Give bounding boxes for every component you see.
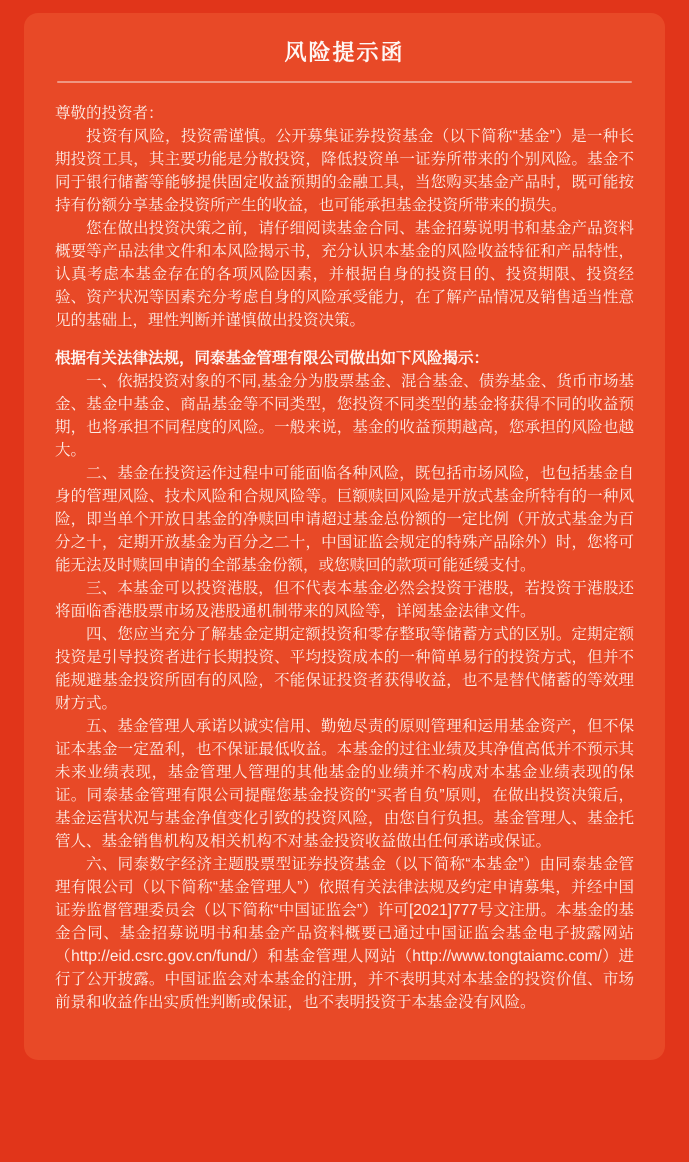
risk-item-4: 四、您应当充分了解基金定期定额投资和零存整取等储蓄方式的区别。定期定额投资是引导投资者进行长期投资、平均投资成本的一种简单易行的投资方式，但并不能规避基金投资所固有的风险，不能保证投资者获得收益，也不是替代储蓄的等效理财方式。 [55, 626, 634, 712]
disclosure-heading: 根据有关法律法规，同泰基金管理有限公司做出如下风险揭示： [55, 350, 490, 367]
risk-item-3: 三、本基金可以投资港股，但不代表本基金必然会投资于港股，若投资于港股还将面临香港股票市场及港股通机制带来的风险等，详阅基金法律文件。 [55, 580, 634, 620]
page-title: 风险提示函 [284, 40, 405, 65]
intro-paragraph-1: 投资有风险，投资需谨慎。公开募集证券投资基金（以下简称“基金”）是一种长期投资工具，其主要功能是分散投资，降低投资单一证券所带来的个别风险。基金不同于银行储蓄等能够提供固定收益预期的金融工具，当您购买基金产品时，既可能按持有份额分享基金投资所产生的收益，也可能承担基金投资所带来的损失。 [55, 128, 634, 214]
title-divider [57, 81, 632, 83]
risk-item-1: 一、依据投资对象的不同,基金分为股票基金、混合基金、债券基金、货币市场基金、基金中基金、商品基金等不同类型，您投资不同类型的基金将获得不同的收益预期，也将承担不同程度的风险。一般来说，基金的收益预期越高，您承担的风险也越大。 [55, 373, 634, 459]
letter-body [55, 102, 634, 1014]
risk-item-2: 二、基金在投资运作过程中可能面临各种风险，既包括市场风险，也包括基金自身的管理风险、技术风险和合规风险等。巨额赎回风险是开放式基金所特有的一种风险，即当单个开放日基金的净赎回申请超过基金总份额的一定比例（开放式基金为百分之十，定期开放基金为百分之二十，中国证监会规定的特殊产品除外）时，您将可能无法及时赎回申请的全部基金份额，或您赎回的款项可能延缓支付。 [55, 465, 634, 574]
risk-item-6: 六、同泰数字经济主题股票型证券投资基金（以下简称“本基金”）由同泰基金管理有限公司（以下简称“基金管理人”）依照有关法律法规及约定申请募集，并经中国证券监督管理委员会（以下简称“中国证监会”）许可[2021]777号文注册。本基金的基金合同、基金招募说明书和基金产品资料概要已通过中国证监会基金电子披露网站（http://eid.csrc.gov.cn/fund/）和基金管理人网站（http://www.tongtaiamc.com/）进行了公开披露。中国证监会对本基金的注册，并不表明其对本基金的投资价值、市场前景和收益作出实质性判断或保证，也不表明投资于本基金没有风险。 [55, 856, 634, 1011]
risk-item-5: 五、基金管理人承诺以诚实信用、勤勉尽责的原则管理和运用基金资产，但不保证本基金一定盈利，也不保证最低收益。本基金的过往业绩及其净值高低并不预示其未来业绩表现，基金管理人管理的其他基金的业绩并不构成对本基金业绩表现的保证。同泰基金管理有限公司提醒您基金投资的“买者自负”原则，在做出投资决策后，基金运营状况与基金净值变化引致的投资风险，由您自行负担。基金管理人、基金托管人、基金销售机构及相关机构不对基金投资收益做出任何承诺或保证。 [55, 718, 634, 850]
salutation: 尊敬的投资者： [55, 105, 164, 122]
intro-paragraph-2: 您在做出投资决策之前，请仔细阅读基金合同、基金招募说明书和基金产品资料概要等产品法律文件和本风险揭示书，充分认识本基金的风险收益特征和产品特性，认真考虑本基金存在的各项风险因素，并根据自身的投资目的、投资期限、投资经验、资产状况等因素充分考虑自身的风险承受能力，在了解产品情况及销售适当性意见的基础上，理性判断并谨慎做出投资决策。 [55, 220, 634, 329]
risk-letter-panel [24, 13, 665, 1060]
